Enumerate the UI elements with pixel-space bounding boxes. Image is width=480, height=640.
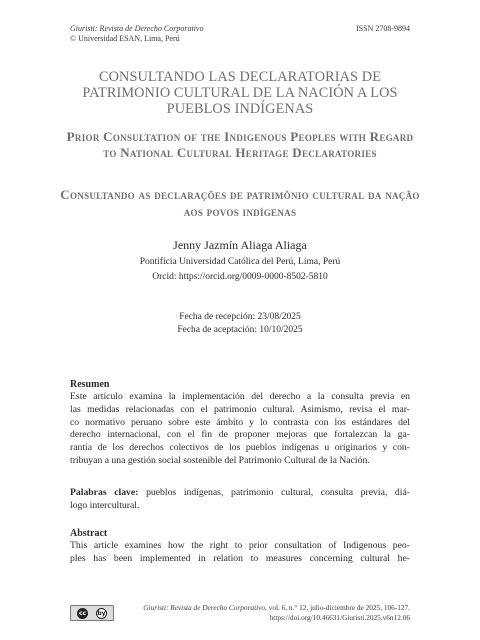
- title-english: Prior Consultation of the Indigenous Peoples with Regard to National Cultural Heritage Declaratories: [66, 129, 414, 160]
- article-dates: [60, 311, 420, 337]
- title-portuguese: Consultando as declarações de patrimônio cultural da nação aos povos indígenas: [60, 187, 420, 219]
- footer-doi-link[interactable]: https://doi.org/10.46631/Giuristi.2025.v6n12.06: [269, 613, 410, 622]
- keywords-list-cont: logo intercultural.: [70, 499, 140, 511]
- accepted-date: Fecha de aceptación: 10/10/2025: [177, 325, 303, 335]
- keywords-list: pueblos indígenas, patrimonio cultural, consulta previa, diá-: [138, 487, 410, 498]
- keywords-label: Palabras clave:: [70, 487, 139, 498]
- attribution-icon: by: [97, 609, 106, 617]
- resumen-line: Este artículo examina la implementación del derecho a la consulta previa en: [70, 391, 410, 402]
- author-name: Jenny Jazmín Aliaga Aliaga: [173, 238, 307, 252]
- resumen-line: rantía de los derechos colectivos de los pueblos indígenas u originarios y con-: [70, 442, 410, 454]
- page-header: [70, 24, 410, 44]
- resumen-line: tribuyan a una gestión social sostenible del Patrimonio Cultural de la Nación.: [70, 454, 370, 466]
- page-footer: [70, 603, 410, 627]
- abstract-line: ples has been implemented in relation to measures concerning cultural he-: [70, 552, 410, 564]
- resumen-text: [70, 391, 410, 468]
- footer-volume: , vol. 6, n.° 12, julio-diciembre de 2025, 106-127.: [265, 603, 410, 612]
- resumen-line: co normativo peruano sobre este ámbito y lo contrasta con los estándares del: [70, 416, 410, 428]
- resumen-heading: Resumen: [70, 379, 110, 390]
- author-orcid-link[interactable]: Orcid: https://orcid.org/0009-0000-8502-5810: [152, 272, 328, 282]
- title-spanish: CONSULTANDO LAS DECLARATORIAS DE PATRIMONIO CULTURAL DE LA NACIÓN A LOS PUEBLOS INDÍGENAS: [82, 69, 398, 117]
- publisher-line: © Universidad ESAN, Lima, Perú: [70, 34, 180, 43]
- resumen-line: las medidas relacionadas con el patrimonio cultural. Asimismo, revisa el mar-: [70, 403, 410, 415]
- creative-commons-icon: cc: [78, 609, 87, 617]
- footer-journal: Giuristi: Revista de Derecho Corporativo: [143, 603, 266, 612]
- issn: ISSN 2708-9894: [355, 24, 410, 33]
- abstract-text: [70, 540, 410, 566]
- received-date: Fecha de recepción: 23/08/2025: [179, 312, 301, 322]
- footer-citation: [143, 603, 410, 623]
- abstract-heading: Abstract: [70, 528, 108, 539]
- journal-name: Giuristi: Revista de Derecho Corporativo: [70, 24, 204, 33]
- author-affiliation: Pontificia Universidad Católica del Perú, Lima, Perú: [139, 257, 341, 267]
- resumen-line: derecho internacional, con el fin de proponer mejoras que fortalezcan la ga-: [70, 429, 410, 441]
- keywords: [70, 487, 410, 513]
- cc-by-license-badge[interactable]: [70, 605, 114, 621]
- abstract-line: This article examines how the right to prior consultation of Indigenous peo-: [70, 540, 410, 551]
